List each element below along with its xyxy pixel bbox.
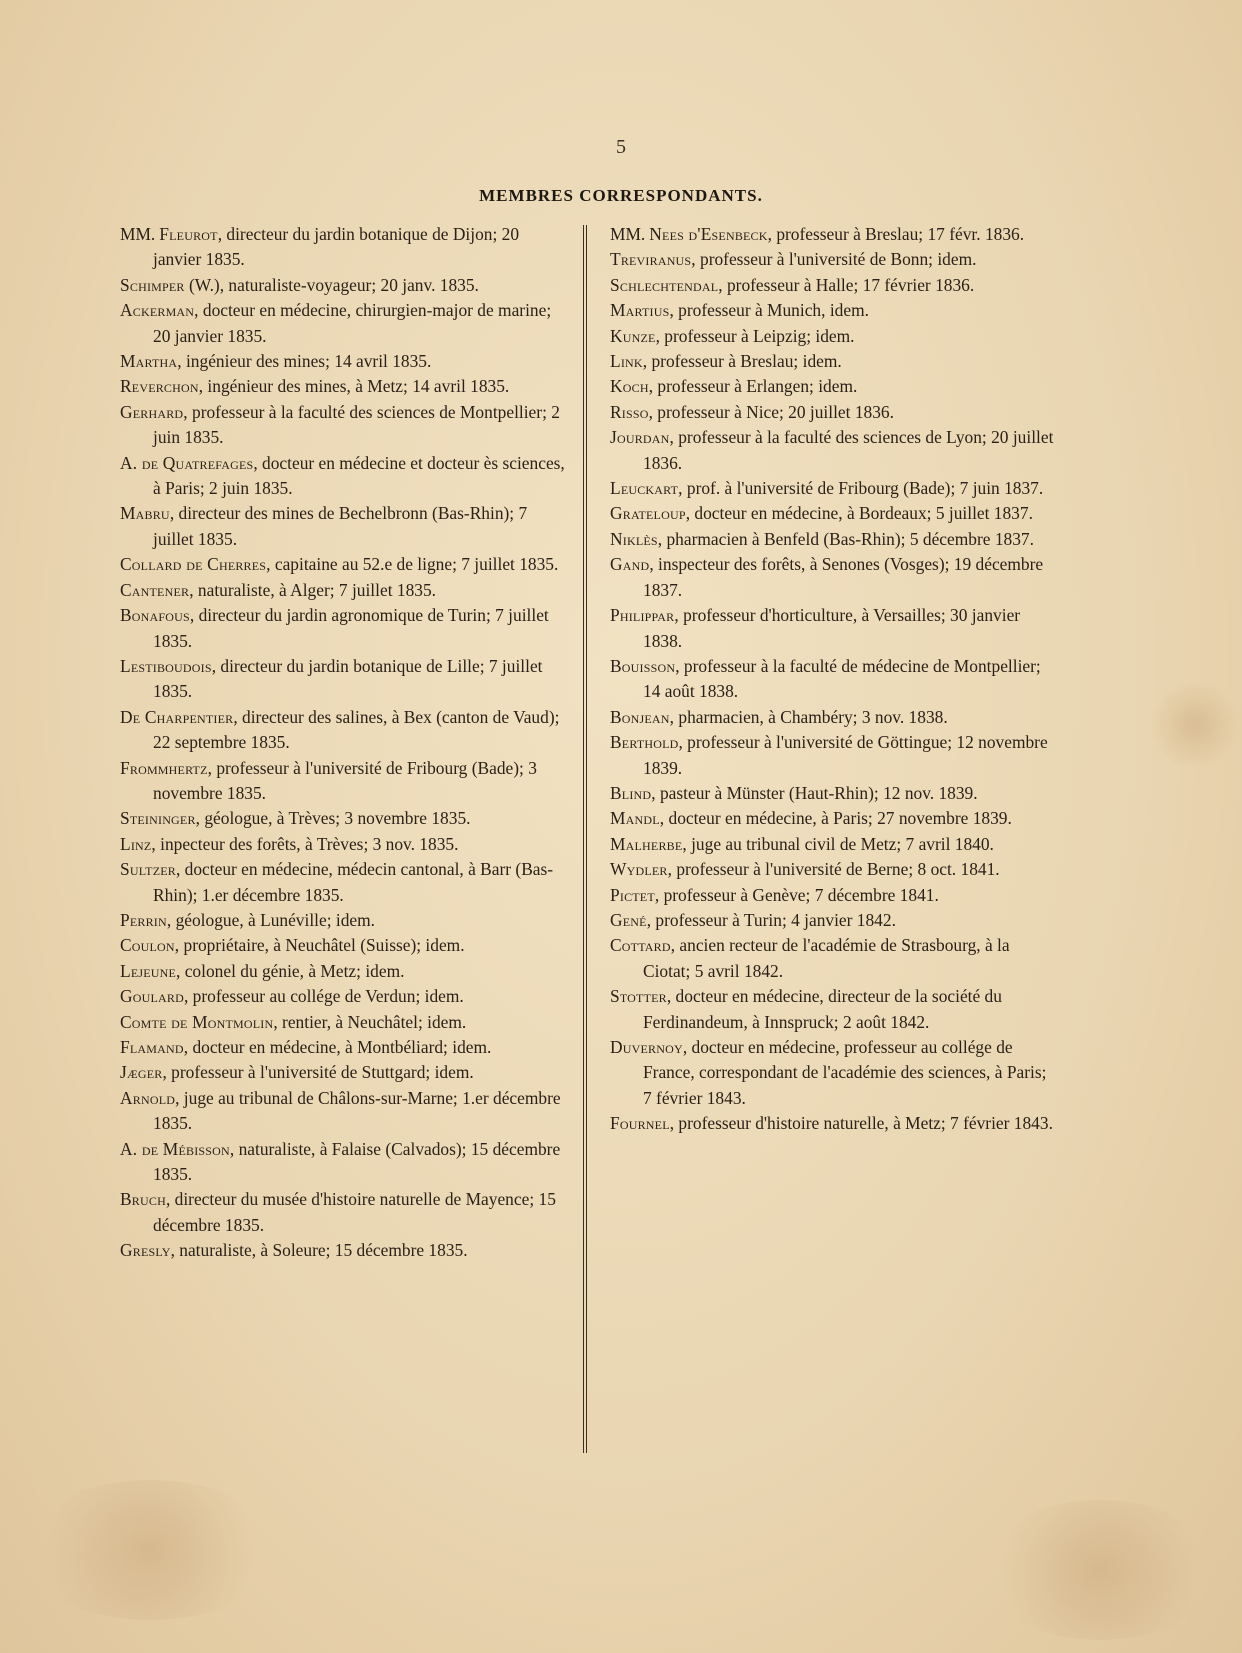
member-details: , géologue, à Trèves; 3 novembre 1835. bbox=[195, 808, 471, 829]
member-entry bbox=[610, 222, 1055, 247]
column-divider bbox=[583, 225, 587, 1453]
member-entry bbox=[120, 374, 565, 399]
member-name: Martius bbox=[610, 300, 670, 321]
member-details: , naturaliste, à Falaise (Calvados); 15 décembre 1835. bbox=[153, 1138, 561, 1185]
member-name: Malherbe bbox=[610, 833, 683, 854]
member-details: , professeur au collége de Verdun; idem. bbox=[183, 986, 464, 1007]
member-name: Mabru bbox=[120, 503, 170, 524]
section-title: MEMBRES CORRESPONDANTS. bbox=[479, 186, 763, 205]
page-number: 5 bbox=[616, 136, 626, 158]
member-details: , docteur en médecine, à Bordeaux; 5 juillet 1837. bbox=[685, 503, 1033, 524]
member-name: Leuckart bbox=[610, 478, 679, 499]
member-name: Niklès bbox=[610, 528, 658, 549]
member-name: Sultzer bbox=[120, 859, 176, 880]
member-entry bbox=[610, 933, 1055, 984]
member-details: , docteur en médecine, chirurgien-major de marine; 20 janvier 1835. bbox=[153, 300, 552, 346]
member-name: Martha bbox=[120, 351, 178, 372]
member-details: , professeur à l'université de Fribourg (Bade); 3 novembre 1835. bbox=[153, 757, 537, 803]
member-entry bbox=[120, 400, 565, 451]
member-entry bbox=[610, 1035, 1055, 1111]
member-name: Fournel bbox=[610, 1113, 670, 1134]
member-details: , professeur à l'université de Berne; 8 oct. 1841. bbox=[667, 859, 1000, 880]
member-details: , inpecteur des forêts, à Trèves; 3 nov. 1835. bbox=[151, 833, 459, 854]
member-entry bbox=[610, 705, 1055, 730]
member-entry bbox=[120, 857, 565, 908]
member-entry bbox=[610, 425, 1055, 476]
member-entry bbox=[120, 832, 565, 857]
member-name: Coulon bbox=[120, 935, 175, 956]
member-name: Cantener bbox=[120, 579, 190, 600]
member-entry bbox=[610, 730, 1055, 781]
member-details: , juge au tribunal civil de Metz; 7 avril 1840. bbox=[682, 833, 994, 854]
member-name: Philippar bbox=[610, 605, 675, 626]
member-name: Duvernoy bbox=[610, 1037, 683, 1057]
member-details: , professeur à Breslau; 17 févr. 1836. bbox=[767, 224, 1025, 244]
member-details: (W.), naturaliste-voyageur; 20 janv. 1835. bbox=[184, 274, 479, 295]
member-entry bbox=[120, 756, 565, 807]
member-details: , directeur des mines de Bechelbronn (Bas-Rhin); 7 juillet 1835. bbox=[153, 503, 528, 549]
member-entry bbox=[610, 806, 1055, 831]
member-name: Koch bbox=[610, 376, 649, 397]
member-details: , ingénieur des mines; 14 avril 1835. bbox=[177, 351, 432, 372]
member-name: Comte de Montmolin bbox=[120, 1011, 274, 1032]
member-entry bbox=[610, 654, 1055, 705]
member-name: Perrin bbox=[120, 909, 167, 930]
member-entry bbox=[610, 832, 1055, 857]
member-entry bbox=[120, 933, 565, 958]
member-details: , juge au tribunal de Châlons-sur-Marne; 1.er décembre 1835. bbox=[153, 1087, 561, 1134]
member-entry bbox=[610, 298, 1055, 323]
member-entry bbox=[610, 883, 1055, 908]
member-entry bbox=[120, 603, 565, 654]
member-entry bbox=[610, 857, 1055, 882]
member-name: Grateloup bbox=[610, 503, 686, 524]
member-entry bbox=[610, 400, 1055, 425]
member-entry bbox=[610, 374, 1055, 399]
member-entry bbox=[120, 578, 565, 603]
member-entry bbox=[120, 1238, 565, 1263]
member-entry bbox=[610, 324, 1055, 349]
member-entry bbox=[120, 1010, 565, 1035]
member-details: , propriétaire, à Neuchâtel (Suisse); idem. bbox=[174, 935, 465, 956]
member-entry bbox=[120, 984, 565, 1009]
member-details: , professeur à Genève; 7 décembre 1841. bbox=[654, 884, 939, 905]
member-name: Jourdan bbox=[610, 427, 670, 448]
member-entry bbox=[120, 273, 565, 298]
member-name: Gené bbox=[610, 909, 647, 930]
member-entry bbox=[610, 476, 1055, 501]
member-name: Lejeune bbox=[120, 960, 177, 981]
member-entry bbox=[610, 501, 1055, 526]
member-entry bbox=[120, 959, 565, 984]
member-details: , professeur à l'université de Bonn; idem. bbox=[691, 249, 977, 270]
member-details: , directeur du jardin agronomique de Turin; 7 juillet 1835. bbox=[153, 605, 549, 651]
member-name: Risso bbox=[610, 401, 649, 422]
member-name: Linz bbox=[120, 833, 152, 854]
member-details: , professeur d'histoire naturelle, à Metz; 7 février 1843. bbox=[669, 1113, 1053, 1134]
member-entry bbox=[610, 984, 1055, 1035]
member-entry bbox=[120, 1086, 565, 1137]
member-name: Arnold bbox=[120, 1087, 176, 1108]
member-entry bbox=[610, 781, 1055, 806]
member-name: Wydler bbox=[610, 859, 668, 880]
member-entry bbox=[610, 273, 1055, 298]
member-details: , professeur à Turin; 4 janvier 1842. bbox=[646, 909, 896, 930]
member-details: , directeur des salines, à Bex (canton de Vaud); 22 septembre 1835. bbox=[153, 706, 560, 753]
member-name: Blind bbox=[610, 782, 652, 803]
member-name: Gresly bbox=[120, 1240, 171, 1261]
member-details: , naturaliste, à Alger; 7 juillet 1835. bbox=[189, 579, 437, 600]
paper-stain bbox=[1150, 680, 1240, 770]
left-column bbox=[120, 222, 565, 1264]
member-name: Fleurot bbox=[159, 224, 218, 244]
member-name: Goulard bbox=[120, 986, 184, 1007]
member-entry bbox=[120, 501, 565, 552]
member-details: , professeur à l'université de Göttingue; 12 novembre 1839. bbox=[643, 732, 1048, 778]
member-name: Mandl bbox=[610, 808, 660, 829]
member-name: Bruch bbox=[120, 1189, 166, 1210]
member-entry bbox=[610, 247, 1055, 272]
entry-prefix: MM. bbox=[120, 224, 156, 244]
member-entry bbox=[120, 1187, 565, 1238]
member-details: , colonel du génie, à Metz; idem. bbox=[176, 960, 405, 981]
member-name: Cottard bbox=[610, 935, 671, 956]
member-details: , naturaliste, à Soleure; 15 décembre 1835. bbox=[170, 1240, 468, 1261]
member-name: Stotter bbox=[610, 986, 667, 1007]
member-details: , professeur à Munich, idem. bbox=[669, 300, 869, 321]
member-name: Gerhard bbox=[120, 401, 184, 422]
member-name: Frommhertz bbox=[120, 757, 208, 778]
member-name: Link bbox=[610, 351, 643, 372]
member-name: A. de Mébisson bbox=[120, 1138, 230, 1159]
member-name: Nees d'Esenbeck bbox=[649, 224, 768, 244]
member-details: , professeur à la faculté des sciences de Lyon; 20 juillet 1836. bbox=[643, 427, 1054, 473]
member-name: Bouisson bbox=[610, 655, 676, 676]
member-name: A. de Quatrefages bbox=[120, 452, 254, 473]
member-name: Schimper bbox=[120, 274, 185, 295]
member-name: Schlechtendal bbox=[610, 274, 719, 295]
member-entry bbox=[120, 451, 565, 502]
member-details: , docteur en médecine, à Montbéliard; idem. bbox=[183, 1037, 492, 1057]
member-name: De Charpentier bbox=[120, 706, 234, 727]
member-entry bbox=[120, 298, 565, 349]
member-details: , inspecteur des forêts, à Senones (Vosges); 19 décembre 1837. bbox=[643, 554, 1044, 600]
member-name: Bonafous bbox=[120, 605, 190, 626]
member-entry bbox=[120, 705, 565, 756]
member-name: Berthold bbox=[610, 732, 679, 753]
member-entry bbox=[120, 552, 565, 577]
member-details: , rentier, à Neuchâtel; idem. bbox=[273, 1011, 467, 1032]
member-details: , capitaine au 52.e de ligne; 7 juillet 1835. bbox=[266, 554, 559, 575]
member-entry bbox=[120, 349, 565, 374]
member-details: , directeur du jardin botanique de Lille; 7 juillet 1835. bbox=[153, 655, 543, 702]
member-details: , géologue, à Lunéville; idem. bbox=[166, 909, 376, 930]
member-entry bbox=[120, 1060, 565, 1085]
paper-stain bbox=[980, 1500, 1220, 1640]
member-details: , ancien recteur de l'académie de Strasbourg, à la Ciotat; 5 avril 1842. bbox=[643, 935, 1010, 981]
member-details: , pasteur à Münster (Haut-Rhin); 12 nov. 1839. bbox=[651, 782, 978, 803]
member-details: , professeur à Leipzig; idem. bbox=[655, 325, 855, 346]
member-details: , directeur du musée d'histoire naturelle de Mayence; 15 décembre 1835. bbox=[153, 1189, 556, 1235]
member-details: , professeur à la faculté de médecine de Montpellier; 14 août 1838. bbox=[643, 655, 1041, 702]
member-entry bbox=[120, 806, 565, 831]
member-name: Treviranus bbox=[610, 249, 692, 270]
member-name: Pictet bbox=[610, 884, 655, 905]
member-name: Collard de Cherres bbox=[120, 554, 267, 575]
member-entry bbox=[610, 908, 1055, 933]
member-entry bbox=[120, 654, 565, 705]
member-details: , pharmacien, à Chambéry; 3 nov. 1838. bbox=[669, 706, 948, 727]
member-entry bbox=[610, 1111, 1055, 1136]
member-entry bbox=[610, 603, 1055, 654]
member-name: Steininger bbox=[120, 808, 196, 829]
member-entry bbox=[610, 552, 1055, 603]
member-name: Flamand bbox=[120, 1037, 184, 1057]
paper-stain bbox=[20, 1480, 280, 1620]
member-name: Bonjean bbox=[610, 706, 670, 727]
member-details: , docteur en médecine, médecin cantonal, à Barr (Bas-Rhin); 1.er décembre 1835. bbox=[153, 859, 554, 905]
member-name: Kunze bbox=[610, 325, 656, 346]
member-details: , directeur du jardin botanique de Dijon; 20 janvier 1835. bbox=[153, 224, 520, 270]
member-name: Reverchon bbox=[120, 376, 199, 397]
member-entry bbox=[120, 222, 565, 273]
member-entry bbox=[120, 1035, 565, 1060]
member-details: , docteur en médecine, professeur au collége de France, correspondant de l'académie des sciences, à Paris; 7 février 1843. bbox=[643, 1037, 1047, 1108]
member-details: , docteur en médecine, directeur de la société du Ferdinandeum, à Innspruck; 2 août 1842. bbox=[643, 986, 1002, 1032]
member-entry bbox=[610, 527, 1055, 552]
member-entry bbox=[120, 908, 565, 933]
entry-prefix: MM. bbox=[610, 224, 646, 244]
member-details: , ingénieur des mines, à Metz; 14 avril 1835. bbox=[198, 376, 510, 397]
member-name: Ackerman bbox=[120, 300, 195, 321]
member-details: , professeur à Erlangen; idem. bbox=[648, 376, 858, 397]
member-entry bbox=[120, 1137, 565, 1188]
right-column bbox=[610, 222, 1055, 1137]
member-details: , docteur en médecine et docteur ès sciences, à Paris; 2 juin 1835. bbox=[153, 452, 565, 499]
member-details: , professeur à la faculté des sciences de Montpellier; 2 juin 1835. bbox=[153, 401, 560, 448]
member-details: , professeur d'horticulture, à Versailles; 30 janvier 1838. bbox=[643, 605, 1021, 651]
member-details: , professeur à Breslau; idem. bbox=[642, 351, 842, 372]
member-details: , professeur à l'université de Stuttgard; idem. bbox=[162, 1062, 474, 1083]
member-details: , professeur à Halle; 17 février 1836. bbox=[718, 274, 975, 295]
member-name: Gand bbox=[610, 554, 650, 575]
member-details: , prof. à l'université de Fribourg (Bade); 7 juin 1837. bbox=[678, 478, 1044, 499]
member-details: , pharmacien à Benfeld (Bas-Rhin); 5 décembre 1837. bbox=[657, 528, 1034, 549]
member-entry bbox=[610, 349, 1055, 374]
member-details: , docteur en médecine, à Paris; 27 novembre 1839. bbox=[659, 808, 1012, 829]
member-name: Lestiboudois bbox=[120, 655, 212, 676]
member-name: Jæger bbox=[120, 1062, 163, 1083]
member-details: , professeur à Nice; 20 juillet 1836. bbox=[648, 401, 894, 422]
